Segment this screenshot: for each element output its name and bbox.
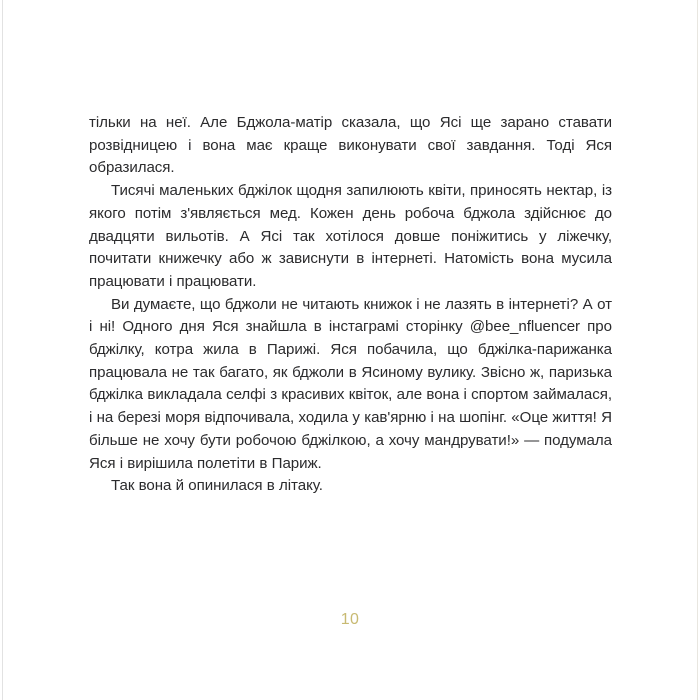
paragraph-3: Ви думаєте, що бджоли не читають книжок і не лазять в інтернеті? А от і ні! Одного дня Яся знайшла в інстаграмі сторінку @bee_nfluencer про бджілку, котра жила в Парижі. Яся побачила, що бджілка‑парижанка працювала не так багато, як бджоли в Ясиному вулику. Звісно ж, паризька бджілка викладала селфі з красивих квіток, але вона і спортом займалася, і на березі моря відпочивала, ходила у кав'ярню і на шопінг. «Оце життя! Я більше не хочу бути робочою бджілкою, а хочу мандрувати!» — подумала Яся і вирішила полетіти в Париж.: [89, 295, 612, 472]
paragraph-2: Тисячі маленьких бджілок щодня запилюють квіти, приносять нектар, із якого потім з'являється мед. Кожен день робоча бджола здійснює до двадцяти вильотів. А Ясі так хотілося довше поніжитись у ліжечку, почитати книжечку або ж зависнути в інтернеті. Натомість вона мусила працювати і працювати.: [89, 182, 612, 290]
paragraph-4: Так вона й опинилася в літаку.: [111, 477, 323, 495]
page-number: 10: [340, 611, 360, 628]
page-text-block: [89, 112, 612, 498]
page-gutter-line-right: [697, 0, 698, 700]
page-gutter-line-left: [2, 0, 3, 700]
paragraph-1: тільки на неї. Але Бджола‑матір сказала, що Ясі ще зарано ставати розвідницею і вона має краще виконувати свої завдання. Тоді Яся образилася.: [89, 114, 612, 177]
